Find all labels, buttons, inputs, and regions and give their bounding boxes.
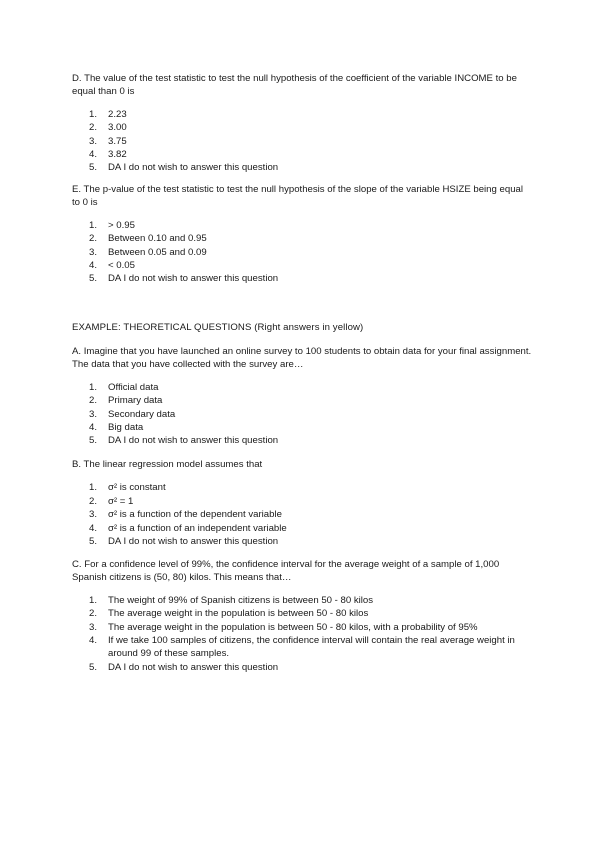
list-number: 2. (89, 233, 98, 245)
list-number: 3. (89, 246, 98, 258)
list-number: 5. (89, 661, 98, 673)
question-b (72, 458, 532, 548)
question-e (72, 183, 532, 286)
question-a-prompt: A. Imagine that you have launched an online survey to 100 students to obtain data for your final assignment. The data that you have collected with the survey are… (72, 346, 532, 371)
option-text: > 0.95 (108, 219, 135, 231)
option-text: Official data (108, 381, 159, 393)
option-text: DA I do not wish to answer this question (108, 162, 279, 174)
list-number: 3. (89, 408, 98, 420)
list-item (72, 495, 532, 508)
option-text: Secondary data (108, 408, 176, 420)
list-number: 3. (89, 621, 98, 633)
question-d (72, 72, 532, 175)
option-text: DA I do not wish to answer this question (108, 536, 279, 548)
list-number: 1. (89, 108, 98, 120)
list-number: 4. (89, 422, 98, 434)
option-text: DA I do not wish to answer this question (108, 435, 279, 447)
option-text: If we take 100 samples of citizens, the confidence interval will contain the real average weight in around 99 of these samples. (108, 635, 515, 660)
option-text: The average weight in the population is between 50 - 80 kilos, with a probability of 95% (108, 621, 478, 633)
list-item (72, 121, 532, 134)
list-item (72, 594, 532, 607)
list-number: 3. (89, 509, 98, 521)
question-e-prompt: E. The p-value of the test statistic to test the null hypothesis of the slope of the variable HSIZE being equal to 0 is (72, 184, 523, 209)
list-number: 1. (89, 482, 98, 494)
section-heading: EXAMPLE: THEORETICAL QUESTIONS (Right answers in yellow) (72, 322, 364, 333)
list-number: 2. (89, 495, 98, 507)
option-text: σ² is a function of the dependent variable (108, 509, 282, 521)
question-c (72, 558, 532, 674)
list-item (72, 381, 532, 394)
list-number: 2. (89, 395, 98, 407)
list-item (72, 621, 532, 634)
list-number: 4. (89, 522, 98, 534)
option-text: σ² is constant (108, 482, 166, 494)
list-item (72, 607, 532, 620)
list-number: 4. (89, 635, 98, 647)
list-item (72, 394, 532, 407)
list-number: 4. (89, 149, 98, 161)
question-c-options (72, 594, 532, 674)
list-number: 2. (89, 122, 98, 134)
list-item (72, 232, 532, 245)
list-item (72, 522, 532, 535)
option-text: 3.75 (108, 135, 127, 147)
list-item (72, 535, 532, 548)
question-d-prompt: D. The value of the test statistic to test the null hypothesis of the coefficient of the variable INCOME to be equal than 0 is (72, 73, 517, 98)
list-item (72, 259, 532, 272)
option-text: Between 0.05 and 0.09 (108, 246, 207, 258)
option-text: σ² is a function of an independent variable (108, 522, 287, 534)
option-text: The weight of 99% of Spanish citizens is between 50 - 80 kilos (108, 594, 374, 606)
list-number: 5. (89, 435, 98, 447)
option-text: DA I do not wish to answer this question (108, 661, 279, 673)
list-item (72, 408, 532, 421)
option-text: 2.23 (108, 108, 127, 120)
list-number: 1. (89, 381, 98, 393)
option-text: < 0.05 (108, 260, 135, 272)
option-text: Between 0.10 and 0.95 (108, 233, 207, 245)
list-item (72, 634, 532, 661)
question-c-prompt: C. For a confidence level of 99%, the confidence interval for the average weight of a sample of 1,000 Spanish citizens is (50, 80) kilos. This means that… (72, 559, 500, 584)
list-number: 5. (89, 162, 98, 174)
list-item (72, 272, 532, 285)
list-item (72, 246, 532, 259)
option-text: 3.00 (108, 122, 127, 134)
question-b-options (72, 481, 532, 548)
list-item (72, 434, 532, 447)
list-number: 1. (89, 594, 98, 606)
list-item (72, 508, 532, 521)
list-number: 5. (89, 536, 98, 548)
option-text: σ² = 1 (108, 495, 134, 507)
list-item (72, 135, 532, 148)
question-a-options (72, 381, 532, 448)
question-a (72, 345, 532, 448)
list-item (72, 108, 532, 121)
list-item (72, 481, 532, 494)
list-number: 2. (89, 608, 98, 620)
option-text: DA I do not wish to answer this question (108, 273, 279, 285)
question-b-prompt: B. The linear regression model assumes that (72, 459, 263, 470)
option-text: Big data (108, 422, 144, 434)
list-item (72, 148, 532, 161)
question-d-options (72, 108, 532, 175)
list-item (72, 661, 532, 674)
list-item (72, 161, 532, 174)
list-number: 1. (89, 219, 98, 231)
option-text: The average weight in the population is between 50 - 80 kilos (108, 608, 369, 620)
list-item (72, 421, 532, 434)
list-number: 4. (89, 260, 98, 272)
list-number: 5. (89, 273, 98, 285)
list-item (72, 219, 532, 232)
question-e-options (72, 219, 532, 286)
option-text: Primary data (108, 395, 163, 407)
option-text: 3.82 (108, 149, 127, 161)
list-number: 3. (89, 135, 98, 147)
